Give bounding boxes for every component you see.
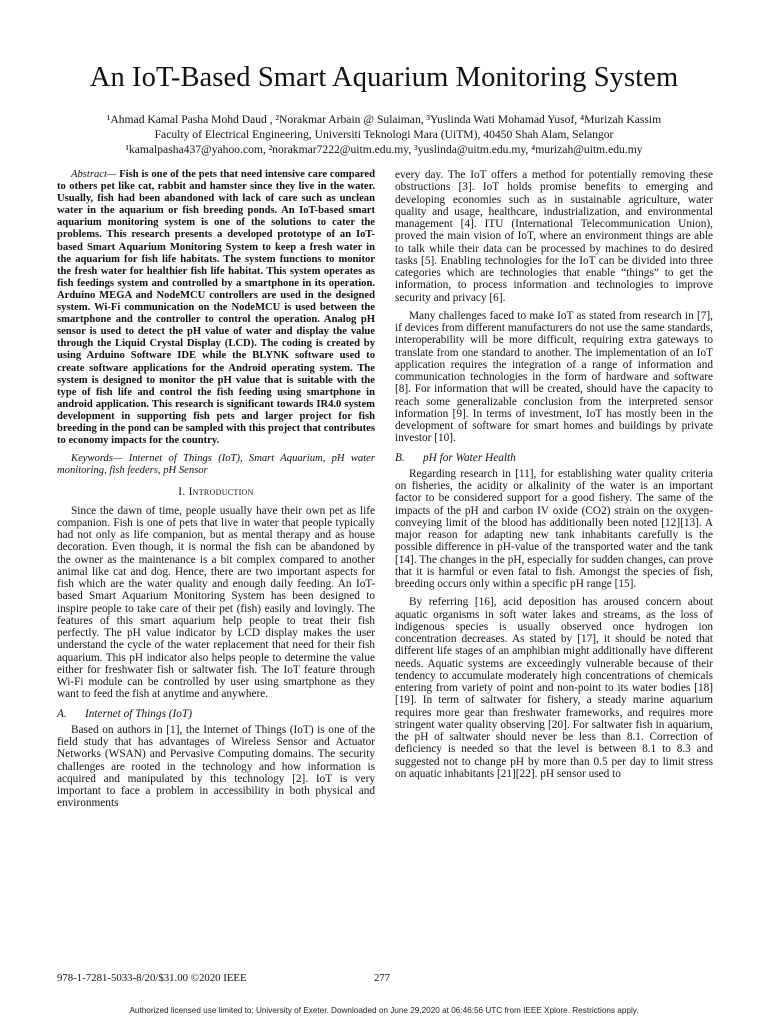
subsection-heading-ph	[395, 452, 713, 464]
introduction-paragraph: Since the dawn of time, people usually have their own pet as life companion. Fish is one of pets that live in water that people typically had not only as life companion, but as mental therapy and as house decoration. Even though, it is normal the fish can be abandoned by the owner as the maintenance is a bit complex compared to another animal like cat and dog. Hence, there are two important aspects for fish which are the water quality and enough daily feeding. An IoT-based Smart Aquarium Monitoring System has been designed to inspire people to take care of their pet (fish) easily and lovingly. The features of this smart aquarium help people to treat their fish perfectly. The pH value indicator by LCD display makes the user understand the cycle of the water replacement that need for their fish aquarium. This pH indicator also helps people to determine the value either for freshwater fish or saltwater fish. The IoT feature through Wi-Fi module can be controlled by user using smartphone as they want to feed the fish at anytime and anywhere.	[57, 504, 375, 701]
iot-paragraph-2: Many challenges faced to make IoT as stated from research in [7], if devices from different manufacturers do not use the same standards, interoperability will be more difficult, requiring extra gateways to translate from one standard to another. The implementation of an IoT application requires the integration of a range of information and communication technologies in the form of hardware and software [8]. For information that will be created, should have the capacity to reach some generalizable conclusion from the interpreted sensor information [9]. In terms of investment, IoT has mostly been in the development of software for smart homes and buildings by private investor [10].	[395, 309, 713, 445]
ph-paragraph-1: Regarding research in [11], for establishing water quality criteria on fisheries, the acidity or alkalinity of the water is an important factor to be considered support for a good fishery. The same of the impacts of the pH and carbon IV oxide (CO2) strain on the oxygen-conveying limit of the blood has additionally been noted [12][13]. A major reason for adapting new tank inhabitants carefully is the possible difference in pH-value of the transported water and the tank [14]. The changes in the pH, especially for sudden changes, can prove that it is harmful or even fatal to fish. Amongst the species of fish, breeding occurs only within a specific pH range [15].	[395, 467, 713, 590]
author-emails: ¹kamalpasha437@yahoo.com, ²norakmar7222@uitm.edu.my, ³yuslinda@uitm.edu.my, ⁴murizah@uitm.edu.my	[125, 143, 643, 157]
abstract	[57, 169, 375, 447]
right-column	[395, 169, 713, 780]
author-block	[40, 112, 728, 158]
footer-isbn: 978-1-7281-5033-8/20/$31.00 ©2020 IEEE	[57, 972, 247, 984]
abstract-text: Fish is one of the pets that need intensive care compared to others pet like cat, rabbit and hamster since they live in the water. Usually, fish had been abandoned with lack of care such as unclean water in the aquarium or fish breeding ponds. An IoT-based smart aquarium monitoring system is one of the solutions to cater the problems. This research presents a developed prototype of an IoT-based Smart Aquarium Monitoring System to keep a fresh water in the aquarium for fish life habitats. The system functions to monitor the fresh water for healthier fish life habitat. This system operates as fish feedings system and controlled by a smartphone in its operation. Arduino MEGA and NodeMCU controllers are used in the designed system. Wi-Fi communication on the NodeMCU is used between the smartphone and the controller to control the operation. Analog pH sensor is used to detect the pH value of water and display the value through the Liquid Crystal Display (LCD). The coding is created by using Arduino Software IDE while the BLYNK software used to create software applications for the Android operating system. The system is designed to monitor the pH value that is suitable with the type of fish life and control the fish feeding using smartphone in android application. This research is significant towards IR4.0 system development in supporting fish pets and larger project for fish breeding in the pond can be sampled with this project that contributes to economy impacts for the country.	[57, 169, 376, 447]
author-affiliation: Faculty of Electrical Engineering, Universiti Teknologi Mara (UiTM), 40450 Shah Alam, Selangor	[154, 128, 614, 142]
section-heading-introduction: I. Introduction	[178, 486, 254, 499]
ph-paragraph-2: By referring [16], acid deposition has aroused concern about aquatic organisms in soft water lakes and streams, as the loss of indigenous species is usually observed once hydrogen ion concentration decreases. As stated by [17], it should be noted that different life stages of an amphibian might additionally have different needs. Aquatic systems are exceedingly vulnerable because of their tendency to accumulate moderately high concentrations of chemicals entering from variety of point and non-point to its water bodies [18][19]. In term of saltwater for fishery, a steady marine aquarium requires more gear than freshwater frameworks, and requires more stringent water quality observing [20]. For saltwater fish in aquarium, the pH of saltwater should never be less than 8.1. Correction of deficiency is needed so that the level is between 8.1 to 8.3 and suggested not to change pH by more than 0.5 per day to limit stress on aquatic inhabitants [21][22]. pH sensor used to	[395, 596, 713, 780]
license-notice: Authorized licensed use limited to: University of Exeter. Downloaded on June 29,2020 at 06:46:56 UTC from IEEE Xplore. Restrictions apply.	[129, 1006, 639, 1015]
keywords-label: Keywords—	[71, 453, 123, 465]
author-names: ¹Ahmad Kamal Pasha Mohd Daud , ²Norakmar Arbain @ Sulaiman, ³Yuslinda Wati Mohamad Yusof, ⁴Murizah Kassim	[106, 113, 662, 126]
keywords-text: Internet of Things (IoT), Smart Aquarium, pH water monitoring, fish feeders, pH Sensor	[57, 453, 375, 477]
page-number: 277	[374, 972, 391, 984]
subsection-heading-iot	[57, 708, 375, 720]
abstract-label: Abstract—	[71, 169, 117, 180]
subsection-title: pH for Water Health	[423, 451, 516, 464]
paper-title: An IoT-Based Smart Aquarium Monitoring System	[89, 62, 679, 93]
left-column	[57, 169, 375, 810]
iot-paragraph-1-continued: every day. The IoT offers a method for potentially removing these obstructions [3]. IoT holds promise benefits to emerging and developing economies such as in sustainable agriculture, water quality and usage, healthcare, industrialization, and environmental management [4]. ITU (International Telecommunication Union), proved the main vision of IoT, where an environment things are able to talk while their data can be processed by machines to do desired tasks [5]. Enabling technologies for the IoT can be divided into three categories which are technologies that enable “things” to get the information, to process information and technologies to improve security and privacy [6].	[395, 169, 713, 304]
subsection-number: A.	[57, 707, 67, 720]
subsection-number: B.	[395, 451, 405, 464]
subsection-title: Internet of Things (IoT)	[85, 707, 193, 720]
iot-paragraph-1: Based on authors in [1], the Internet of Things (IoT) is one of the field study that has advantages of Wireless Sensor and Actuator Networks (WSAN) and Pervasive Computing domains. The security challenges are rooted in the technology and how information is acquired and manipulated by this technology [2]. IoT is very important to face a problem in accessibility in both physical and environments	[57, 723, 375, 810]
keywords	[57, 453, 375, 477]
